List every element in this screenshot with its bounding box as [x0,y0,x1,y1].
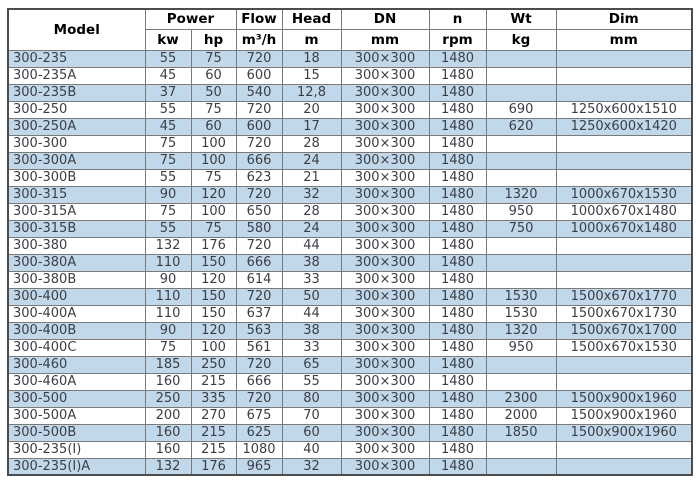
cell-n: 1480 [429,390,486,407]
cell-flow: 720 [236,186,282,203]
cell-head: 32 [282,186,341,203]
cell-power-kw: 132 [145,237,191,254]
table-header [8,9,692,50]
header-row-labels [8,9,692,29]
cell-n: 1480 [429,67,486,84]
cell-dn: 300×300 [341,458,429,475]
cell-model: 300-300A [8,152,145,169]
cell-power-kw: 55 [145,50,191,67]
cell-dim: 1500x900x1960 [556,407,692,424]
cell-n: 1480 [429,135,486,152]
cell-power-kw: 160 [145,373,191,390]
cell-dim: 1500x900x1960 [556,424,692,441]
cell-wt [486,152,556,169]
cell-model: 300-235 [8,50,145,67]
cell-model: 300-300B [8,169,145,186]
cell-wt [486,254,556,271]
col-header-model: Model [8,9,145,50]
cell-dn: 300×300 [341,339,429,356]
cell-power-hp: 50 [191,84,236,101]
cell-dn: 300×300 [341,101,429,118]
cell-model: 300-235(I) [8,441,145,458]
cell-head: 44 [282,237,341,254]
cell-flow: 625 [236,424,282,441]
cell-n: 1480 [429,339,486,356]
cell-power-kw: 75 [145,152,191,169]
cell-power-kw: 132 [145,458,191,475]
table-row [8,135,692,152]
col-header-dim: Dim [556,9,692,29]
cell-dn: 300×300 [341,441,429,458]
cell-wt [486,169,556,186]
cell-model: 300-500A [8,407,145,424]
cell-flow: 720 [236,237,282,254]
cell-dn: 300×300 [341,152,429,169]
cell-n: 1480 [429,203,486,220]
cell-n: 1480 [429,288,486,305]
cell-n: 1480 [429,322,486,339]
cell-model: 300-380B [8,271,145,288]
cell-dim: 1500x900x1960 [556,390,692,407]
cell-dim: 1250x600x1420 [556,118,692,135]
col-header-n: n [429,9,486,29]
unit-kw: kw [145,29,191,50]
cell-power-hp: 100 [191,203,236,220]
cell-flow: 650 [236,203,282,220]
col-header-head: Head [282,9,341,29]
cell-power-hp: 215 [191,424,236,441]
cell-flow: 675 [236,407,282,424]
cell-wt [486,135,556,152]
cell-n: 1480 [429,373,486,390]
cell-model: 300-400 [8,288,145,305]
cell-wt: 950 [486,203,556,220]
table-row [8,220,692,237]
cell-power-kw: 90 [145,186,191,203]
cell-head: 28 [282,135,341,152]
cell-flow: 614 [236,271,282,288]
cell-model: 300-380 [8,237,145,254]
cell-flow: 666 [236,254,282,271]
cell-power-hp: 100 [191,135,236,152]
cell-head: 33 [282,339,341,356]
cell-n: 1480 [429,84,486,101]
unit-flow: m³/h [236,29,282,50]
table-row [8,67,692,84]
cell-head: 44 [282,305,341,322]
cell-dn: 300×300 [341,373,429,390]
cell-power-hp: 150 [191,288,236,305]
table-row [8,271,692,288]
cell-model: 300-235(I)A [8,458,145,475]
unit-head: m [282,29,341,50]
cell-power-hp: 250 [191,356,236,373]
cell-wt: 1530 [486,288,556,305]
cell-dim: 1500x670x1700 [556,322,692,339]
cell-n: 1480 [429,118,486,135]
cell-flow: 666 [236,152,282,169]
table-row [8,356,692,373]
table-row [8,118,692,135]
cell-model: 300-315A [8,203,145,220]
cell-head: 50 [282,288,341,305]
cell-flow: 720 [236,50,282,67]
cell-dn: 300×300 [341,84,429,101]
cell-dn: 300×300 [341,271,429,288]
cell-power-hp: 100 [191,339,236,356]
table-row [8,441,692,458]
cell-dn: 300×300 [341,424,429,441]
cell-power-kw: 160 [145,441,191,458]
table-row [8,339,692,356]
cell-dn: 300×300 [341,356,429,373]
table-row [8,458,692,475]
cell-dn: 300×300 [341,254,429,271]
cell-dim: 1500x670x1770 [556,288,692,305]
cell-dn: 300×300 [341,186,429,203]
cell-n: 1480 [429,254,486,271]
cell-dim [556,458,692,475]
cell-n: 1480 [429,356,486,373]
cell-flow: 600 [236,118,282,135]
cell-power-kw: 110 [145,254,191,271]
cell-power-kw: 200 [145,407,191,424]
table-row [8,424,692,441]
cell-dn: 300×300 [341,288,429,305]
cell-power-hp: 270 [191,407,236,424]
cell-head: 28 [282,203,341,220]
cell-head: 33 [282,271,341,288]
cell-wt: 2000 [486,407,556,424]
cell-flow: 720 [236,390,282,407]
unit-n: rpm [429,29,486,50]
unit-wt: kg [486,29,556,50]
col-header-power: Power [145,9,236,29]
cell-power-kw: 37 [145,84,191,101]
cell-n: 1480 [429,458,486,475]
cell-dim [556,169,692,186]
cell-head: 32 [282,458,341,475]
cell-dim: 1000x670x1480 [556,220,692,237]
cell-power-hp: 215 [191,441,236,458]
cell-model: 300-500B [8,424,145,441]
cell-flow: 666 [236,373,282,390]
cell-dn: 300×300 [341,322,429,339]
table-row [8,390,692,407]
unit-dim: mm [556,29,692,50]
cell-model: 300-250A [8,118,145,135]
cell-power-hp: 176 [191,237,236,254]
cell-dn: 300×300 [341,390,429,407]
table-row [8,322,692,339]
cell-flow: 720 [236,101,282,118]
cell-n: 1480 [429,152,486,169]
cell-head: 40 [282,441,341,458]
cell-power-hp: 75 [191,101,236,118]
cell-power-hp: 120 [191,271,236,288]
cell-dn: 300×300 [341,135,429,152]
unit-dn: mm [341,29,429,50]
cell-head: 20 [282,101,341,118]
cell-power-kw: 250 [145,390,191,407]
table-row [8,186,692,203]
cell-wt [486,50,556,67]
cell-model: 300-460 [8,356,145,373]
cell-flow: 1080 [236,441,282,458]
table-row [8,169,692,186]
cell-dim: 1000x670x1480 [556,203,692,220]
table-row [8,152,692,169]
cell-dim [556,356,692,373]
cell-power-kw: 90 [145,271,191,288]
cell-head: 38 [282,254,341,271]
cell-flow: 561 [236,339,282,356]
cell-dn: 300×300 [341,67,429,84]
cell-power-kw: 45 [145,67,191,84]
cell-head: 18 [282,50,341,67]
table-row [8,237,692,254]
cell-n: 1480 [429,220,486,237]
cell-flow: 637 [236,305,282,322]
cell-wt: 2300 [486,390,556,407]
cell-wt: 620 [486,118,556,135]
cell-dim [556,67,692,84]
cell-head: 12,8 [282,84,341,101]
cell-model: 300-315 [8,186,145,203]
cell-model: 300-315B [8,220,145,237]
cell-n: 1480 [429,271,486,288]
cell-wt [486,84,556,101]
cell-model: 300-400A [8,305,145,322]
cell-power-kw: 45 [145,118,191,135]
cell-power-hp: 150 [191,305,236,322]
cell-flow: 623 [236,169,282,186]
cell-flow: 580 [236,220,282,237]
cell-power-kw: 55 [145,220,191,237]
cell-dn: 300×300 [341,237,429,254]
cell-power-kw: 55 [145,169,191,186]
cell-dim: 1250x600x1510 [556,101,692,118]
cell-head: 80 [282,390,341,407]
cell-dn: 300×300 [341,305,429,322]
cell-flow: 563 [236,322,282,339]
cell-n: 1480 [429,186,486,203]
cell-power-hp: 150 [191,254,236,271]
cell-flow: 720 [236,288,282,305]
cell-power-kw: 160 [145,424,191,441]
cell-head: 60 [282,424,341,441]
cell-model: 300-235A [8,67,145,84]
cell-model: 300-500 [8,390,145,407]
cell-dn: 300×300 [341,220,429,237]
pump-spec-table [7,8,693,476]
cell-model: 300-400C [8,339,145,356]
cell-power-hp: 120 [191,322,236,339]
cell-power-hp: 120 [191,186,236,203]
cell-n: 1480 [429,101,486,118]
cell-dim [556,254,692,271]
cell-power-kw: 185 [145,356,191,373]
cell-head: 17 [282,118,341,135]
cell-n: 1480 [429,407,486,424]
cell-power-hp: 215 [191,373,236,390]
cell-power-kw: 90 [145,322,191,339]
cell-flow: 720 [236,135,282,152]
table-row [8,254,692,271]
cell-dn: 300×300 [341,169,429,186]
col-header-wt: Wt [486,9,556,29]
cell-power-kw: 110 [145,305,191,322]
cell-power-kw: 75 [145,339,191,356]
cell-model: 300-380A [8,254,145,271]
cell-wt: 750 [486,220,556,237]
cell-wt [486,237,556,254]
cell-wt [486,356,556,373]
cell-dim [556,373,692,390]
table-body [8,50,692,475]
cell-n: 1480 [429,441,486,458]
cell-head: 70 [282,407,341,424]
cell-dim [556,135,692,152]
cell-dim: 1000x670x1530 [556,186,692,203]
cell-wt: 690 [486,101,556,118]
cell-power-hp: 335 [191,390,236,407]
cell-dn: 300×300 [341,203,429,220]
cell-dim [556,152,692,169]
cell-flow: 600 [236,67,282,84]
cell-model: 300-300 [8,135,145,152]
cell-power-hp: 75 [191,220,236,237]
cell-n: 1480 [429,424,486,441]
cell-dim [556,441,692,458]
cell-model: 300-460A [8,373,145,390]
cell-dim [556,271,692,288]
cell-flow: 720 [236,356,282,373]
cell-head: 38 [282,322,341,339]
cell-model: 300-400B [8,322,145,339]
cell-power-hp: 100 [191,152,236,169]
cell-dim [556,50,692,67]
cell-power-hp: 176 [191,458,236,475]
table-row [8,305,692,322]
cell-dn: 300×300 [341,407,429,424]
cell-flow: 540 [236,84,282,101]
cell-power-kw: 110 [145,288,191,305]
col-header-flow: Flow [236,9,282,29]
cell-wt: 1320 [486,322,556,339]
cell-wt: 1530 [486,305,556,322]
cell-head: 55 [282,373,341,390]
cell-power-kw: 75 [145,135,191,152]
cell-dim [556,237,692,254]
cell-n: 1480 [429,50,486,67]
cell-wt [486,441,556,458]
cell-dim: 1500x670x1730 [556,305,692,322]
cell-power-hp: 60 [191,67,236,84]
cell-wt [486,271,556,288]
cell-dim: 1500x670x1530 [556,339,692,356]
cell-wt [486,373,556,390]
cell-wt [486,458,556,475]
cell-head: 24 [282,152,341,169]
table-row [8,407,692,424]
cell-head: 15 [282,67,341,84]
table-row [8,50,692,67]
cell-wt: 1850 [486,424,556,441]
cell-dn: 300×300 [341,118,429,135]
cell-n: 1480 [429,169,486,186]
cell-head: 24 [282,220,341,237]
cell-wt: 1320 [486,186,556,203]
unit-hp: hp [191,29,236,50]
cell-wt: 950 [486,339,556,356]
cell-power-hp: 75 [191,50,236,67]
cell-power-hp: 75 [191,169,236,186]
cell-power-kw: 75 [145,203,191,220]
cell-head: 21 [282,169,341,186]
cell-model: 300-250 [8,101,145,118]
table-row [8,203,692,220]
cell-flow: 965 [236,458,282,475]
table-row [8,288,692,305]
table-row [8,101,692,118]
cell-power-kw: 55 [145,101,191,118]
cell-dim [556,84,692,101]
cell-wt [486,67,556,84]
cell-model: 300-235B [8,84,145,101]
cell-dn: 300×300 [341,50,429,67]
cell-n: 1480 [429,305,486,322]
table-row [8,84,692,101]
table-row [8,373,692,390]
cell-n: 1480 [429,237,486,254]
cell-head: 65 [282,356,341,373]
cell-power-hp: 60 [191,118,236,135]
col-header-dn: DN [341,9,429,29]
